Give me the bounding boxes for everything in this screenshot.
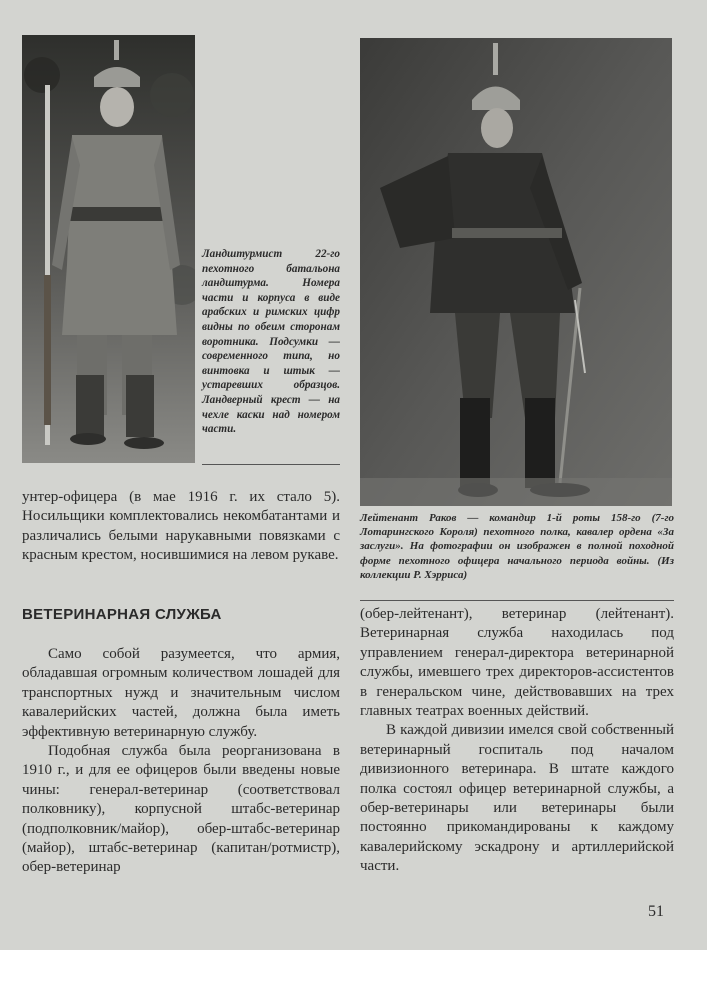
continued-paragraph: [22, 488, 340, 566]
page-number: 51: [648, 903, 664, 920]
paragraph: Само собой разумеется, что армия, обладавшая огромным количеством лошадей для транспортных нужд и значительным числом кавалерийских частей, должна была иметь эффективную ветеринарную службу.: [22, 646, 340, 740]
paragraph: (обер-лейтенант), ветеринар (лейтенант). Ветеринарная служба находилась под управлением генерал-директора ветеринарной службы, имевшего трех директоров-ассистентов в генеральском чине, действовавших на трех главных театрах военных действий.: [360, 606, 674, 720]
left-column-text: [22, 645, 340, 878]
paragraph: В каждой дивизии имелся свой собственный ветеринарный госпиталь под началом дивизионного ветеринара. В штате каждого полка состоял офицер ветеринарной службы, а обер-ветеринары или ветеринары были постоянно прикомандированы к каждому кавалерийскому эскадрону и артиллерийской части.: [360, 722, 674, 875]
paragraph: унтер-офицера (в мае 1916 г. их стало 5). Носильщики комплектовались некомбатантами и различались белыми нарукавными повязками с красным крестом, носившимися на левом рукаве.: [22, 489, 340, 564]
right-column-text: [360, 605, 674, 877]
right-photo-caption: Лейтенант Раков — командир 1-й роты 158-го (7-го Лотарингского Короля) пехотного полка, кавалер ордена «За заслуги». На фотографии он изображен в полной походной форме пехотного офицера начального периода войны. (Из коллекции Р. Хэрриса): [360, 512, 674, 581]
left-photo-caption: Ландштурмист 22-го пехотного батальона ландштурма. Номера части и корпуса в виде арабских и римских цифр видны по обеим сторонам воротника. Подсумки — современного типа, но винтовка и штык — устаревших образцов. Ландверный крест — на чехле каски над номером части.: [202, 248, 340, 436]
caption-divider: [202, 464, 340, 465]
paragraph: Подобная служба была реорганизована в 1910 г., и для ее офицеров были введены новые чины: генерал-ветеринар (соответствовал полковнику), корпусной штабс-ветеринар (подполковник/майор), обер-штабс-ветеринар (майор), штабс-ветеринар (капитан/ротмистр), обер-ветеринар: [22, 743, 340, 876]
section-heading: ВЕТЕРИНАРНАЯ СЛУЖБА: [22, 606, 222, 623]
caption-divider: [360, 600, 674, 601]
soldier-portrait-photo: [22, 35, 195, 463]
officer-portrait-photo: [360, 38, 672, 506]
